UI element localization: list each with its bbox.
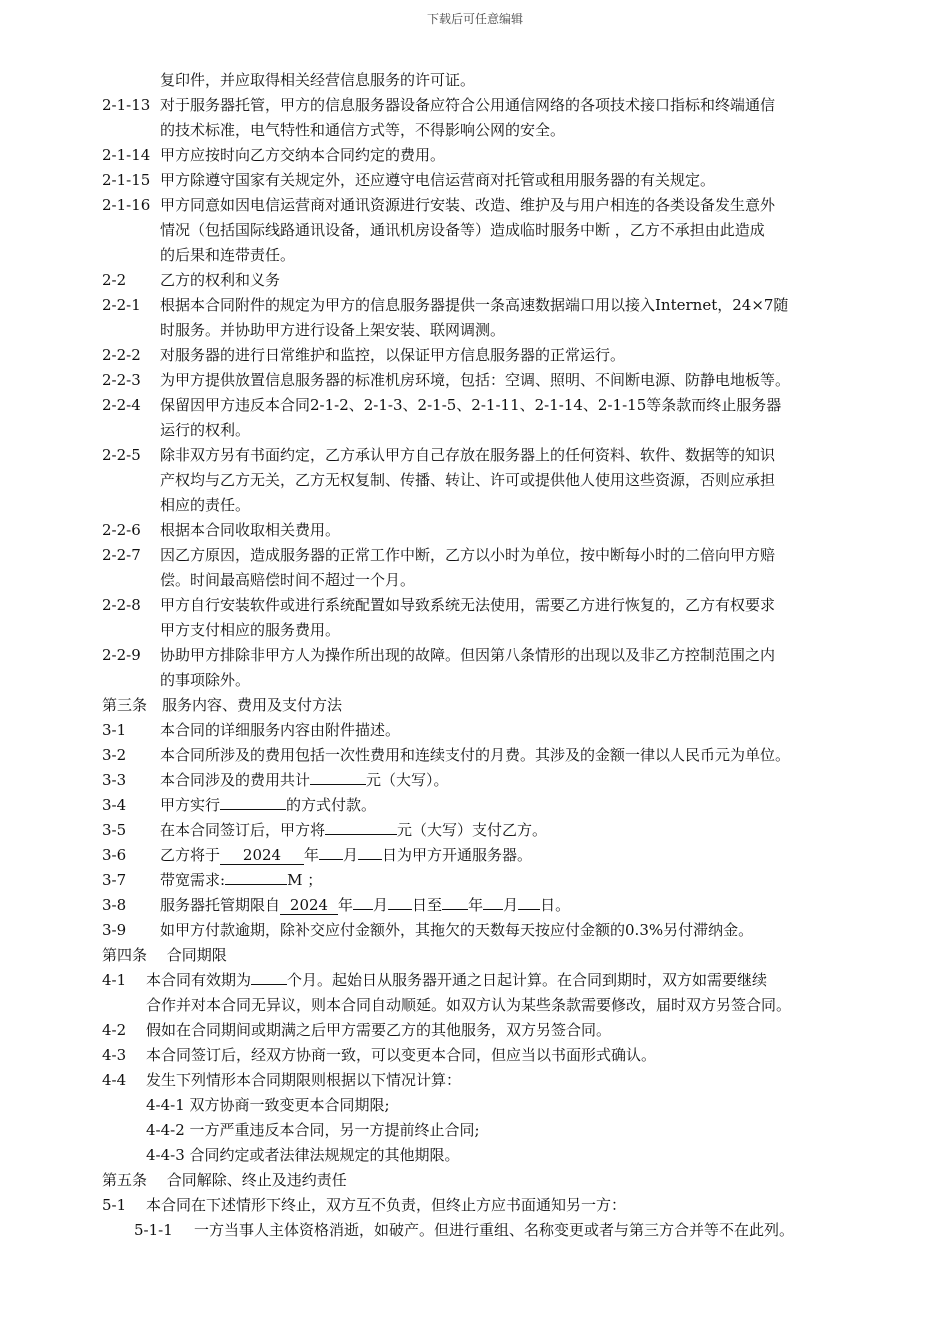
- clause-2-2-1: [0, 293, 950, 318]
- clause-text: 甲方应按时向乙方交纳本合同约定的费用。: [160, 146, 446, 164]
- text-line: [0, 568, 950, 593]
- text-segment: 年: [468, 896, 484, 914]
- clause-text: 为甲方提供放置信息服务器的标准机房环境，包括：空调、照明、不间断电源、防静电地板等。: [160, 371, 791, 389]
- text-line: [0, 118, 950, 143]
- clause-number: 3-3: [102, 771, 127, 789]
- clause-2-1-14: [0, 143, 950, 168]
- clause-number: 3-4: [102, 796, 127, 814]
- clause-text: 发生下列情形本合同期限则根据以下情况计算：: [146, 1071, 462, 1089]
- clause-number: 3-6: [102, 846, 127, 864]
- line-text: 情况（包括国际线路通讯设备，通讯机房设备等）造成临时服务中断 ，乙方不承担由此造成: [160, 221, 765, 239]
- year-field: 2024: [280, 896, 338, 915]
- clause-4-4-2: [0, 1118, 950, 1143]
- line-text: 4-4-1 双方协商一致变更本合同期限;: [146, 1096, 390, 1114]
- text-segment: 日。: [540, 896, 571, 914]
- clause-number: 4-2: [102, 1021, 127, 1039]
- text-segment: 元（大写）支付乙方。: [397, 821, 548, 839]
- article-title: 第三条 服务内容、费用及支付方法: [102, 696, 343, 714]
- clause-number: 2-2-3: [102, 371, 141, 389]
- clause-4-1: [0, 968, 950, 993]
- text-segment: 服务器托管期限自: [160, 896, 281, 914]
- blank-field: [251, 984, 287, 985]
- text-line: [0, 493, 950, 518]
- clause-number: 5-1-1: [134, 1221, 173, 1239]
- text-line: [0, 318, 950, 343]
- line-text: 运行的权利。: [160, 421, 251, 439]
- clause-number: 2-2-9: [102, 646, 141, 664]
- clause-text: 根据本合同收取相关费用。: [160, 521, 341, 539]
- text-segment: 的方式付款。: [286, 796, 377, 814]
- line-text: 4-4-2 一方严重违反本合同，另一方提前终止合同;: [146, 1121, 480, 1139]
- line-text: 相应的责任。: [160, 496, 251, 514]
- clause-2-2-3: [0, 368, 950, 393]
- text-line: [0, 218, 950, 243]
- section-2-2: [0, 268, 950, 293]
- clause-text: [160, 893, 570, 918]
- clause-3-4: [0, 793, 950, 818]
- clause-4-2: [0, 1018, 950, 1043]
- text-segment: 月: [503, 896, 519, 914]
- line-text: 产权均与乙方无关，乙方无权复制、传播、转让、许可或提供他人使用这些资源，否则应承担: [160, 471, 776, 489]
- text-line: [0, 243, 950, 268]
- clause-text: 对于服务器托管，甲方的信息服务器设备应符合公用通信网络的各项技术接口指标和终端通信: [160, 96, 776, 114]
- text-line: [0, 668, 950, 693]
- clause-2-1-13: [0, 93, 950, 118]
- clause-2-2-5: [0, 443, 950, 468]
- clause-5-1-1: [0, 1218, 950, 1243]
- clause-5-1: [0, 1193, 950, 1218]
- clause-text: [160, 843, 532, 868]
- clause-2-1-16: [0, 193, 950, 218]
- clause-number: 2-2-7: [102, 546, 141, 564]
- text-line: [0, 468, 950, 493]
- clause-text: 除非双方另有书面约定，乙方承认甲方自己存放在服务器上的任何资料、软件、数据等的知识: [160, 446, 776, 464]
- text-line: [0, 618, 950, 643]
- clause-text: 根据本合同附件的规定为甲方的信息服务器提供一条高速数据端口用以接入Internet，24×7随: [160, 296, 789, 314]
- clause-2-2-4: [0, 393, 950, 418]
- clause-text: [160, 768, 449, 793]
- text-segment: 本合同有效期为: [146, 971, 252, 989]
- clause-number: 3-5: [102, 821, 127, 839]
- text-segment: 月: [373, 896, 389, 914]
- clause-number: 2-2-6: [102, 521, 141, 539]
- text-segment: 带宽需求:: [160, 871, 226, 889]
- clause-3-8: [0, 893, 950, 918]
- clause-text: [160, 793, 376, 818]
- text-segment: 甲方实行: [160, 796, 221, 814]
- text-segment: 日至: [412, 896, 443, 914]
- clause-number: 2-1-13: [102, 96, 151, 114]
- clause-text: 甲方同意如因电信运营商对通讯资源进行安装、改造、维护及与用户相连的各类设备发生意外: [160, 196, 776, 214]
- clause-3-1: [0, 718, 950, 743]
- clause-number: 2-2: [102, 271, 127, 289]
- clause-text: 协助甲方排除非甲方人为操作所出现的故障。但因第八条情形的出现以及非乙方控制范围之内: [160, 646, 776, 664]
- blank-field: [388, 909, 412, 910]
- line-text: 4-4-3 合同约定或者法律法规规定的其他期限。: [146, 1146, 460, 1164]
- text-segment: 个月。起始日从服务器开通之日起计算。在合同到期时，双方如需要继续: [287, 971, 768, 989]
- section-title: 乙方的权利和义务: [160, 271, 281, 289]
- clause-2-2-9: [0, 643, 950, 668]
- text-segment: 日为甲方开通服务器。: [382, 846, 533, 864]
- article-title: 第四条 合同期限: [102, 946, 227, 964]
- line-text: 的事项除外。: [160, 671, 251, 689]
- clause-number: 2-2-4: [102, 396, 141, 414]
- text-segment: 月: [343, 846, 359, 864]
- clause-number: 2-2-8: [102, 596, 141, 614]
- clause-text: [160, 868, 322, 893]
- clause-text: 保留因甲方违反本合同2-1-2、2-1-3、2-1-5、2-1-11、2-1-14、2-1-15等条款而终止服务器: [160, 396, 782, 414]
- text-line: [0, 993, 950, 1018]
- line-text: 时服务。并协助甲方进行设备上架安装、联网调测。: [160, 321, 506, 339]
- clause-4-3: [0, 1043, 950, 1068]
- clause-text: 一方当事人主体资格消逝，如破产。但进行重组、名称变更或者与第三方合并等不在此列。: [194, 1221, 795, 1239]
- line-text: 复印件，并应取得相关经营信息服务的许可证。: [160, 71, 476, 89]
- clause-text: [146, 968, 767, 993]
- clause-number: 3-1: [102, 721, 127, 739]
- text-segment: 元（大写）。: [366, 771, 449, 789]
- text-line: [0, 418, 950, 443]
- blank-field: [220, 809, 286, 810]
- line-text: 合作并对本合同无异议，则本合同自动顺延。如双方认为某些条款需要修改，届时双方另签合同。: [146, 996, 792, 1014]
- clause-text: 甲方除遵守国家有关规定外，还应遵守电信运营商对托管或租用服务器的有关规定。: [160, 171, 716, 189]
- blank-field: [358, 859, 382, 860]
- clause-number: 3-8: [102, 896, 127, 914]
- clause-text: 如甲方付款逾期，除补交应付金额外，其拖欠的天数每天按应付金额的0.3%另付滞纳金。: [160, 921, 754, 939]
- clause-2-2-6: [0, 518, 950, 543]
- clause-number: 4-1: [102, 971, 127, 989]
- text-segment: M ；: [287, 871, 323, 889]
- clause-4-4: [0, 1068, 950, 1093]
- text-segment: 乙方将于: [160, 846, 221, 864]
- clause-text: 本合同签订后，经双方协商一致，可以变更本合同，但应当以书面形式确认。: [146, 1046, 657, 1064]
- clause-text: 甲方自行安装软件或进行系统配置如导致系统无法使用，需要乙方进行恢复的，乙方有权要求: [160, 596, 776, 614]
- clause-number: 2-2-2: [102, 346, 141, 364]
- blank-field: [518, 909, 540, 910]
- clause-text: 因乙方原因，造成服务器的正常工作中断，乙方以小时为单位，按中断每小时的二倍向甲方赔: [160, 546, 776, 564]
- article-5-heading: [0, 1168, 950, 1193]
- article-3-heading: [0, 693, 950, 718]
- clause-number: 2-1-15: [102, 171, 151, 189]
- clause-3-6: [0, 843, 950, 868]
- blank-field: [225, 884, 287, 885]
- clause-text: 假如在合同期间或期满之后甲方需要乙方的其他服务，双方另签合同。: [146, 1021, 612, 1039]
- line-text: 的后果和连带责任。: [160, 246, 296, 264]
- clause-number: 3-9: [102, 921, 127, 939]
- line-text: 偿。时间最高赔偿时间不超过一个月。: [160, 571, 416, 589]
- article-title: 第五条 合同解除、终止及违约责任: [102, 1171, 347, 1189]
- text-segment: 年: [338, 896, 354, 914]
- article-4-heading: [0, 943, 950, 968]
- clause-text: [160, 818, 547, 843]
- clause-4-4-1: [0, 1093, 950, 1118]
- clause-text: 本合同的详细服务内容由附件描述。: [160, 721, 401, 739]
- blank-field: [353, 909, 373, 910]
- clause-number: 3-2: [102, 746, 127, 764]
- clause-number: 2-2-5: [102, 446, 141, 464]
- clause-number: 4-3: [102, 1046, 127, 1064]
- clause-number: 2-1-16: [102, 196, 151, 214]
- clause-2-2-7: [0, 543, 950, 568]
- clause-3-7: [0, 868, 950, 893]
- clause-number: 3-7: [102, 871, 127, 889]
- clause-3-2: [0, 743, 950, 768]
- text-segment: 本合同涉及的费用共计: [160, 771, 311, 789]
- blank-field: [319, 859, 343, 860]
- clause-text: 对服务器的进行日常维护和监控，以保证甲方信息服务器的正常运行。: [160, 346, 626, 364]
- year-field: 2024: [220, 846, 304, 865]
- clause-3-3: [0, 768, 950, 793]
- clause-2-2-2: [0, 343, 950, 368]
- clause-2-2-8: [0, 593, 950, 618]
- clause-text: 本合同在下述情形下终止，双方互不负责，但终止方应书面通知另一方：: [146, 1196, 627, 1214]
- clause-3-5: [0, 818, 950, 843]
- clause-number: 5-1: [102, 1196, 127, 1214]
- blank-field: [310, 784, 366, 785]
- blank-field: [483, 909, 503, 910]
- line-text: 甲方支付相应的服务费用。: [160, 621, 341, 639]
- clause-4-4-3: [0, 1143, 950, 1168]
- clause-2-1-15: [0, 168, 950, 193]
- clause-3-9: [0, 918, 950, 943]
- text-segment: 在本合同签订后，甲方将: [160, 821, 326, 839]
- line-text: 的技术标准，电气特性和通信方式等，不得影响公网的安全。: [160, 121, 566, 139]
- clause-text: 本合同所涉及的费用包括一次性费用和连续支付的月费。其涉及的金额一律以人民币元为单位。: [160, 746, 791, 764]
- clause-number: 2-1-14: [102, 146, 151, 164]
- blank-field: [325, 834, 397, 835]
- text-line: [0, 68, 950, 93]
- clause-number: 2-2-1: [102, 296, 141, 314]
- clause-number: 4-4: [102, 1071, 127, 1089]
- blank-field: [442, 909, 468, 910]
- page-header: 下载后可任意编辑: [426, 12, 523, 26]
- text-segment: 年: [304, 846, 320, 864]
